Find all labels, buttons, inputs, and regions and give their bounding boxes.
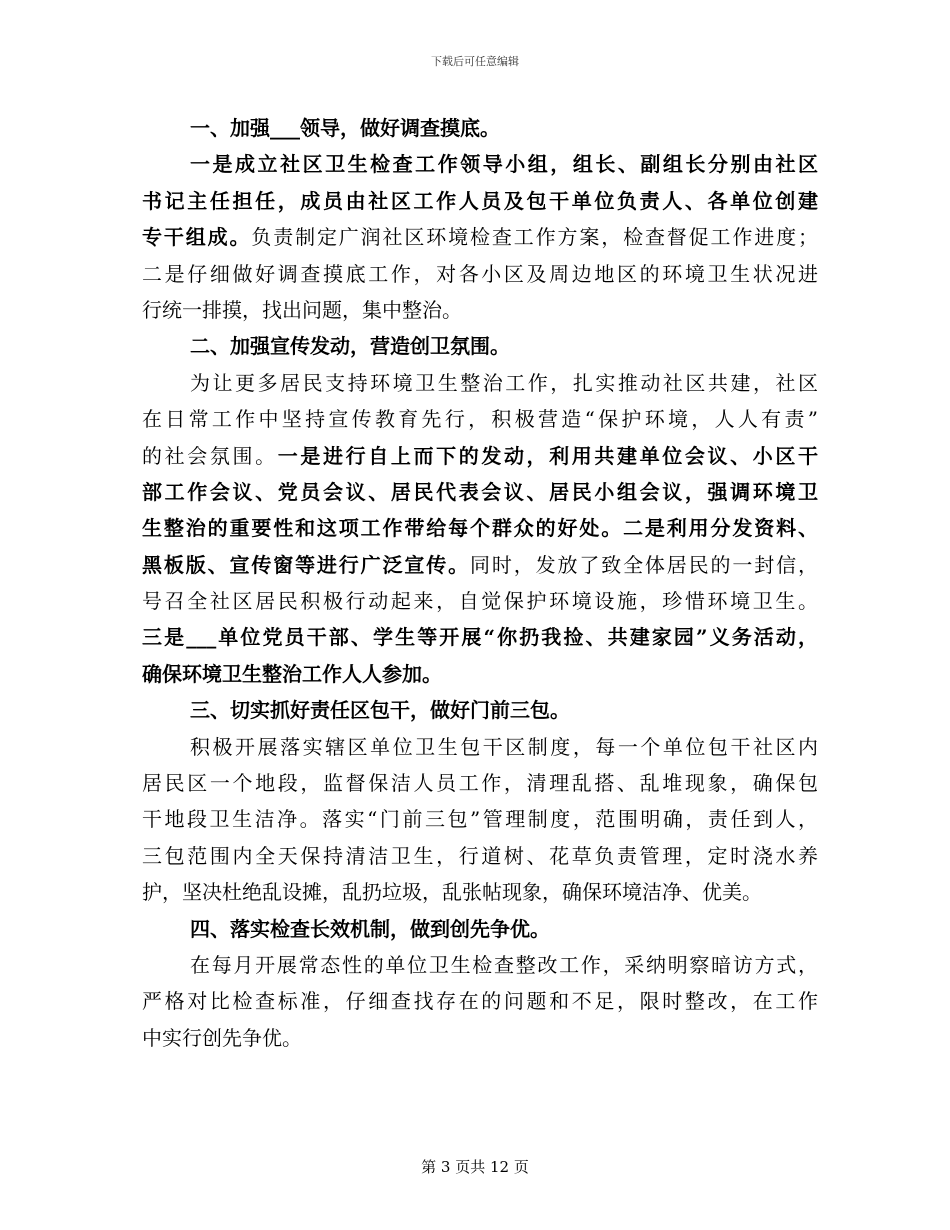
text-segment: 护，坚决杜绝乱设摊，乱扔垃圾，乱张帖现象，确保环境洁净、优美。 xyxy=(142,880,762,905)
text-segment: 二、加强宣传发动，营造创卫氛围。 xyxy=(190,334,510,359)
text-segment: 严格对比检查标准，仔细查找存在的问题和不足，限时整改，在工作 xyxy=(142,989,818,1014)
text-segment: 四、落实检查长效机制，做到创先争优。 xyxy=(190,916,550,941)
text-segment: 为让更多居民支持环境卫生整治工作，扎实推动社区共建，社区 xyxy=(190,370,818,395)
text-segment: 三是___单位党员干部、学生等开展“你扔我捡、共建家园”义务活动， xyxy=(142,625,818,650)
paragraph-line xyxy=(142,510,818,546)
text-segment: 部工作会议、党员会议、居民代表会议、居民小组会议，强调环境卫 xyxy=(142,479,818,504)
paragraph-line xyxy=(142,765,818,801)
paragraph-line xyxy=(142,292,818,328)
paragraph-line xyxy=(142,1020,818,1056)
paragraph-line xyxy=(142,146,818,182)
section-heading xyxy=(142,328,818,364)
text-segment: 生整治的重要性和这项工作带给每个群众的好处。二是利用分发资料、 xyxy=(142,516,818,541)
paragraph-line xyxy=(142,365,818,401)
paragraph-line xyxy=(142,947,818,983)
paragraph-line xyxy=(142,474,818,510)
text-segment: 干地段卫生洁净。落实“门前三包”管理制度，范围明确，责任到人， xyxy=(142,807,818,832)
page-header: 下载后可任意编辑 xyxy=(431,55,519,68)
paragraph-line xyxy=(142,838,818,874)
paragraph-line xyxy=(142,219,818,255)
text-segment: 书记主任担任，成员由社区工作人员及包干单位负责人、各单位创建 xyxy=(142,188,818,213)
text-segment: 三包范围内全天保持清洁卫生，行道树、花草负责管理，定时浇水养 xyxy=(142,843,818,868)
text-segment: 三、切实抓好责任区包干，做好门前三包。 xyxy=(190,698,570,723)
text-segment: 在每月开展常态性的单位卫生检查整改工作，采纳明察暗访方式， xyxy=(190,952,818,977)
text-segment: 确保环境卫生整治工作人人参加。 xyxy=(142,661,442,686)
text-segment: 黑板版、宣传窗等进行广泛宣传。 xyxy=(142,552,470,577)
text-segment: 积极开展落实辖区单位卫生包干区制度，每一个单位包干社区内 xyxy=(190,734,818,759)
paragraph-line xyxy=(142,874,818,910)
text-segment: 在日常工作中坚持宣传教育先行，积极营造“保护环境，人人有责” xyxy=(142,407,818,432)
paragraph-line xyxy=(142,183,818,219)
paragraph-line xyxy=(142,619,818,655)
paragraph-line xyxy=(142,401,818,437)
document-body xyxy=(142,110,818,1056)
page-footer: 第 3 页共 12 页 xyxy=(421,1158,529,1176)
section-heading xyxy=(142,110,818,146)
text-segment: 号召全社区居民积极行动起来，自觉保护环境设施，珍惜环境卫生。 xyxy=(142,589,818,614)
paragraph-line xyxy=(142,729,818,765)
paragraph-line xyxy=(142,983,818,1019)
text-segment: 专干组成。 xyxy=(142,225,252,250)
paragraph-line xyxy=(142,583,818,619)
text-segment: 一是进行自上而下的发动，利用共建单位会议、小区干 xyxy=(277,443,819,468)
text-segment: 一是成立社区卫生检查工作领导小组，组长、副组长分别由社区 xyxy=(190,152,818,177)
text-segment: 的社会氛围。 xyxy=(142,443,278,468)
text-segment: 居民区一个地段，监督保洁人员工作，清理乱搭、乱堆现象，确保包 xyxy=(142,771,818,796)
text-segment: 同时，发放了致全体居民的一封信， xyxy=(470,552,818,577)
text-segment: 中实行创先争优。 xyxy=(142,1025,302,1050)
paragraph-line xyxy=(142,256,818,292)
text-segment: 一、加强___领导，做好调查摸底。 xyxy=(190,116,500,140)
paragraph-line xyxy=(142,438,818,474)
section-heading xyxy=(142,692,818,728)
text-segment: 行统一排摸，找出问题，集中整治。 xyxy=(142,297,462,322)
paragraph-line xyxy=(142,801,818,837)
text-segment: 二是仔细做好调查摸底工作，对各小区及周边地区的环境卫生状况进 xyxy=(142,261,818,286)
paragraph-line xyxy=(142,547,818,583)
text-segment: 负责制定广润社区环境检查工作方案，检查督促工作进度； xyxy=(251,225,819,250)
paragraph-line xyxy=(142,656,818,692)
section-heading xyxy=(142,911,818,947)
